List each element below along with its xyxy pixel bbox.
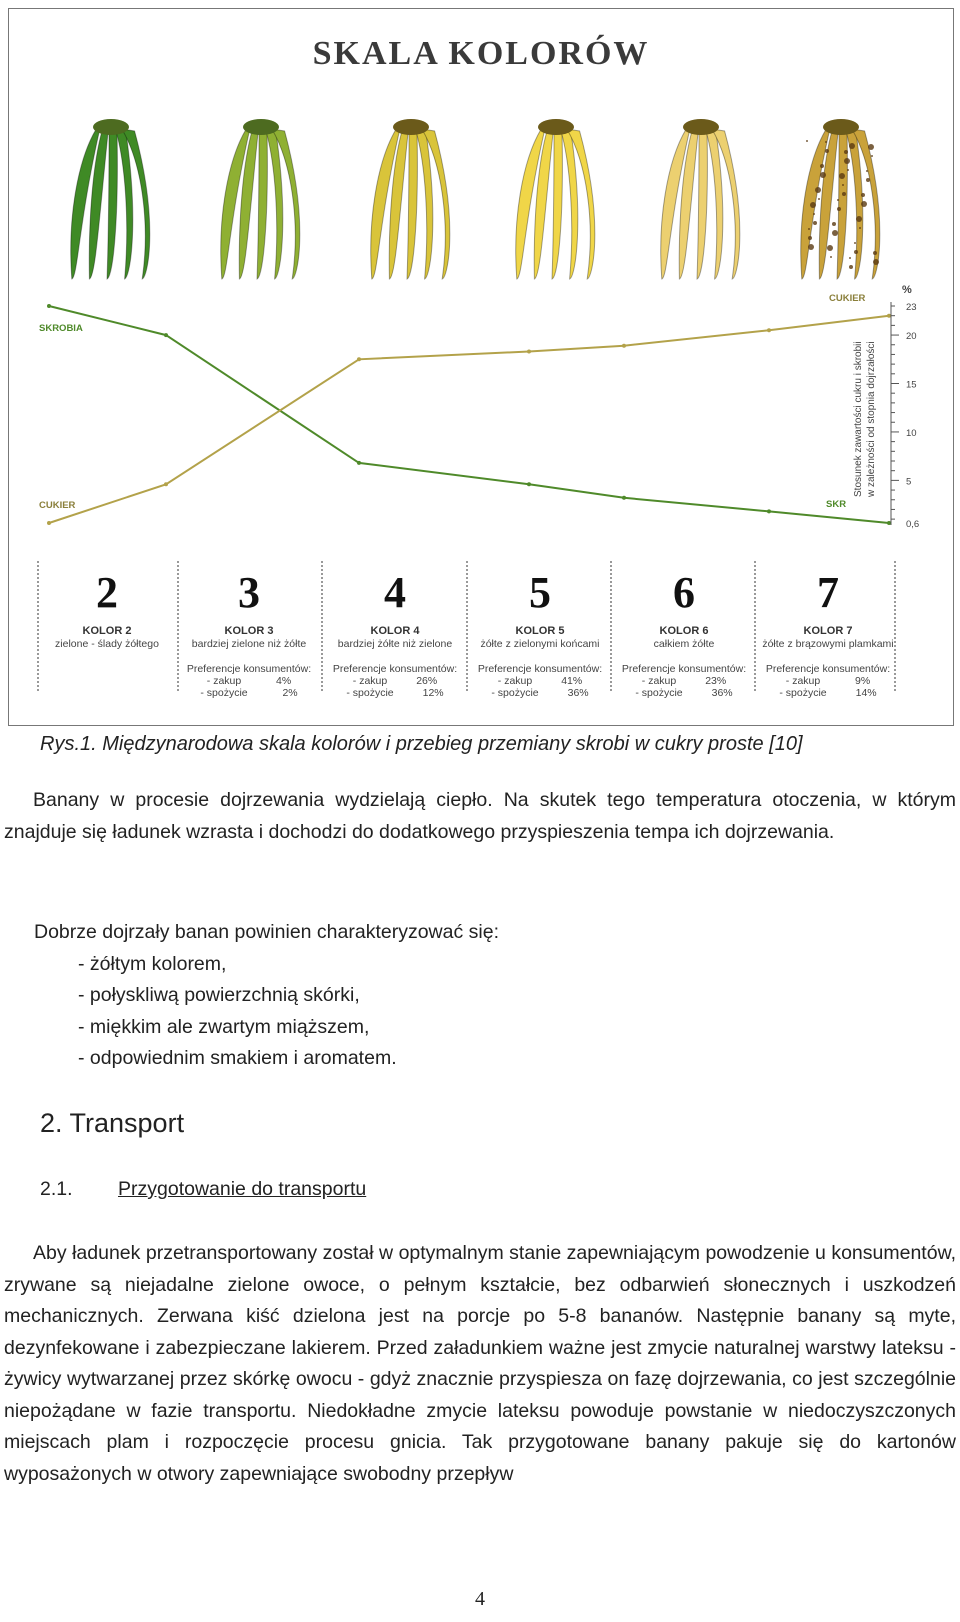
stage-panel: [37, 569, 177, 650]
consumer-preferences-label: Preferencje konsumentów:: [186, 663, 312, 675]
stage-panel: [758, 569, 898, 699]
data-point: [622, 496, 626, 500]
y-tick-label: 5: [906, 476, 912, 488]
stage-description: żółte z zielonymi końcami: [480, 638, 600, 650]
purchase-row: [614, 675, 754, 687]
panel-divider: [754, 561, 756, 691]
ripe-banana-list: [34, 917, 499, 1075]
stage-panel: [325, 569, 465, 699]
y-tick-label: 10: [906, 427, 917, 439]
stage-description: żółte z brązowymi plamkami: [762, 638, 894, 650]
axis-title-line-2: w zależności od stopnia dojrzałości: [866, 341, 877, 497]
consumer-preferences-label: Preferencje konsumentów:: [621, 663, 747, 675]
label-sugar-left: CUKIER: [39, 500, 76, 511]
purchase-row: [470, 675, 610, 687]
data-point: [887, 314, 891, 318]
purchase-label: - zakup: [785, 675, 821, 687]
consumption-label: - spożycie: [779, 687, 827, 699]
consumption-row: [325, 687, 465, 699]
purchase-value: 4%: [276, 675, 292, 687]
data-point: [527, 350, 531, 354]
stage-panel: [470, 569, 610, 699]
axis-title: [853, 341, 877, 498]
data-point: [767, 328, 771, 332]
color-scale-figure: [8, 8, 954, 726]
stage-number: 2: [96, 568, 118, 617]
consumption-row: [179, 687, 319, 699]
stage-description: całkiem żółte: [653, 638, 715, 650]
list-item: - połyskliwą powierzchnią skórki,: [78, 984, 360, 1006]
purchase-value: 26%: [416, 675, 438, 687]
stage-panel: [179, 569, 319, 699]
axis-title-line-1: Stosunek zawartości cukru i skrobii: [853, 341, 864, 497]
sugar-line: [49, 316, 889, 523]
data-point: [527, 482, 531, 486]
stage-number: 6: [673, 568, 695, 617]
stage-number: 7: [817, 568, 839, 617]
stage-number: 4: [384, 568, 406, 617]
list-item: - miękkim ale zwartym miąższem,: [78, 1015, 370, 1038]
stage-color-label: KOLOR 5: [515, 625, 565, 637]
section-heading: 2. Transport: [40, 1108, 185, 1138]
label-starch-left: SKROBIA: [39, 323, 83, 334]
label-percent: %: [902, 284, 912, 296]
list-item: - odpowiednim smakiem i aromatem.: [78, 1047, 397, 1069]
data-point: [887, 521, 891, 525]
purchase-label: - zakup: [641, 675, 677, 687]
paragraph-ripening: Banany w procesie dojrzewania wydzielają ciepło. Na skutek tego temperatura otoczenia, w którym znajduje się ładunek wzrasta i dochodzi do dodatkowego przyspieszenia tempa ich dojrzewania.: [4, 789, 956, 843]
panel-divider: [321, 561, 323, 691]
data-point: [622, 344, 626, 348]
data-point: [357, 461, 361, 465]
stage-panel: [614, 569, 754, 699]
data-point: [164, 333, 168, 337]
stage-color-label: KOLOR 3: [224, 625, 274, 637]
data-point: [164, 482, 168, 486]
figure-title: SKALA KOLORÓW: [312, 35, 650, 72]
consumption-row: [470, 687, 610, 699]
stage-color-label: KOLOR 2: [82, 625, 132, 637]
consumption-value: 14%: [855, 687, 877, 699]
subsection-number: 2.1.: [40, 1178, 73, 1200]
list-intro: Dobrze dojrzały banan powinien charakteryzować się:: [34, 921, 499, 943]
consumption-label: - spożycie: [491, 687, 539, 699]
consumption-label: - spożycie: [346, 687, 394, 699]
consumption-value: 12%: [422, 687, 444, 699]
consumer-preferences-label: Preferencje konsumentów:: [477, 663, 603, 675]
label-starch-right: SKR: [826, 499, 847, 510]
stage-description: zielone - ślady żółtego: [55, 638, 159, 650]
purchase-row: [179, 675, 319, 687]
purchase-label: - zakup: [206, 675, 242, 687]
purchase-label: - zakup: [497, 675, 533, 687]
stage-color-label: KOLOR 4: [370, 625, 420, 637]
data-point: [47, 521, 51, 525]
subsection-title: Przygotowanie do transportu: [118, 1178, 367, 1200]
consumption-row: [758, 687, 898, 699]
consumer-preferences-label: Preferencje konsumentów:: [332, 663, 458, 675]
purchase-value: 23%: [705, 675, 727, 687]
panel-divider: [610, 561, 612, 691]
panel-divider: [466, 561, 468, 691]
y-tick-label: 15: [906, 379, 917, 391]
y-tick-label: 20: [906, 331, 917, 343]
stage-number: 3: [238, 568, 260, 617]
consumption-value: 2%: [282, 687, 298, 699]
stage-color-label: KOLOR 7: [803, 625, 853, 637]
purchase-row: [758, 675, 898, 687]
consumption-value: 36%: [711, 687, 733, 699]
subsection-heading: [40, 1178, 366, 1201]
purchase-value: 9%: [855, 675, 871, 687]
purchase-label: - zakup: [352, 675, 388, 687]
stage-description: bardziej zielone niż żółte: [191, 638, 307, 650]
consumption-label: - spożycie: [200, 687, 248, 699]
list-item: - żółtym kolorem,: [78, 952, 227, 975]
consumer-preferences-label: Preferencje konsumentów:: [765, 663, 891, 675]
stage-description: bardziej żółte niż zielone: [337, 638, 453, 650]
starch-line: [49, 306, 889, 523]
y-tick-label: 23: [906, 302, 917, 313]
purchase-row: [325, 675, 465, 687]
consumption-row: [614, 687, 754, 699]
figure-caption: Rys.1. Międzynarodowa skala kolorów i przebieg przemiany skrobi w cukry proste [10]: [40, 733, 803, 755]
label-sugar-right: CUKIER: [829, 293, 866, 304]
data-point: [357, 357, 361, 361]
y-tick-label: 0,6: [906, 519, 920, 530]
page-number: 4: [475, 1588, 485, 1610]
stage-number: 5: [529, 568, 551, 617]
consumption-label: - spożycie: [635, 687, 683, 699]
consumption-value: 36%: [567, 687, 589, 699]
paragraph-preparation: Aby ładunek przetransportowany został w optymalnym stanie zapewniającym powodzenie u konsumentów, zrywane są niejadalne zielone owoce, o pełnym kształcie, bez odbarwień słonecznych i uszkodzeń mechanicznych. Zerwana kiść dzielona jest na porcje po 5-8 bananów. Następnie banany są myte, dezynfekowane i zabezpieczane lakierem. Przed załadunkiem ważne jest zmycie naturalnej warstwy lateksu - żywicy wytwarzanej przez skórkę owocu - gdyż znacznie przyspiesza on fazę dojrzewania, co jest szczególnie niepożądane w fazie transportu. Niedokładne zmycie lateksu powoduje powstanie w niedoczyszczonych miejscach plam i rozpoczęcie procesu gnicia. Tak przygotowane banany pakuje się do kartonów wyposażonych w otwory zapewniające swobodny przepływ: [4, 1242, 956, 1485]
stage-color-label: KOLOR 6: [659, 625, 709, 637]
data-point: [767, 509, 771, 513]
data-point: [47, 304, 51, 308]
purchase-value: 41%: [561, 675, 583, 687]
